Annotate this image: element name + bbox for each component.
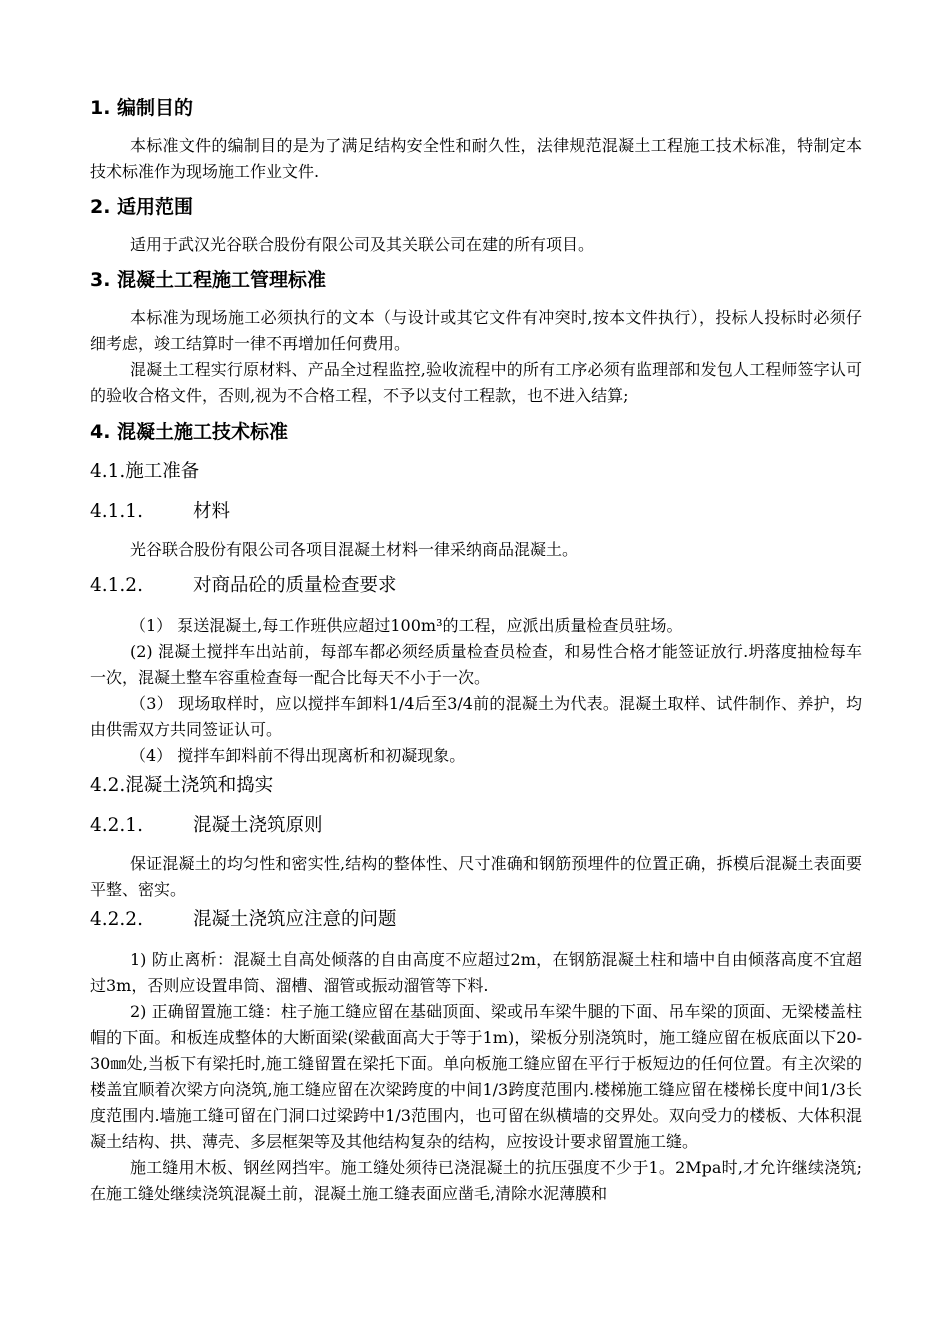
section-4-2-1-title: 混凝土浇筑原则 [193, 815, 323, 836]
section-4-2-1-paragraph: 保证混凝土的均匀性和密实性,结构的整体性、尺寸准确和钢筋预埋件的位置正确，拆模后混凝土表面要平整、密实。 [90, 854, 862, 899]
section-4-2-2-paragraph-1: 1) 防止离析：混凝土自高处倾落的自由高度不应超过2m，在钢筋混凝土柱和墙中自由倾落高度不宜超过3m，否则应设置串筒、溜槽、溜管或振动溜管等下料. [90, 950, 862, 995]
section-4-1-1-number: 4.1.1. [90, 501, 143, 522]
section-4-1-1-heading [90, 497, 862, 527]
section-1-paragraph: 本标准文件的编制目的是为了满足结构安全性和耐久性，法律规范混凝土工程施工技术标准，特制定本技术标准作为现场施工作业文件. [90, 136, 862, 181]
section-2-paragraph: 适用于武汉光谷联合股份有限公司及其关联公司在建的所有项目。 [130, 235, 595, 254]
section-4-2-heading: 4.2.混凝土浇筑和捣实 [90, 775, 274, 796]
section-3-paragraph-2: 混凝土工程实行原材料、产品全过程监控,验收流程中的所有工序必须有监理部和发包人工程师签字认可的验收合格文件，否则,视为不合格工程，不予以支付工程款，也不进入结算; [90, 360, 862, 405]
section-4-2-1-heading [90, 811, 862, 841]
document-page [90, 93, 862, 1207]
section-4-2-2-number: 4.2.2. [90, 909, 143, 930]
section-4-1-2-heading [90, 571, 862, 601]
section-1-heading: 1. 编制目的 [90, 97, 194, 119]
section-4-1-heading: 4.1.施工准备 [90, 461, 200, 482]
section-2-heading: 2. 适用范围 [90, 196, 194, 218]
section-4-2-1-number: 4.2.1. [90, 815, 143, 836]
section-4-1-2-item-2: (2) 混凝土搅拌车出站前，每部车都必须经质量检查员检查，和易性合格才能签证放行.坍落度抽检每车一次，混凝土整车容重检查每一配合比每天不小于一次。 [90, 642, 862, 687]
section-4-1-2-item-4: （4） 搅拌车卸料前不得出现离析和初凝现象。 [130, 746, 466, 765]
section-4-2-2-paragraph-2: 2) 正确留置施工缝：柱子施工缝应留在基础顶面、梁或吊车梁牛腿的下面、吊车梁的顶面、无梁楼盖柱帽的下面。和板连成整体的大断面梁(梁截面高大于等于1m)，梁板分别浇筑时，施工缝应留在板底面以下20-30㎜处,当板下有梁托时,施工缝留置在梁托下面。单向板施工缝应留在平行于板短边的任何位置。有主次梁的楼盖宜顺着次梁方向浇筑,施工缝应留在次梁跨度的中间1/3跨度范围内.楼梯施工缝应留在楼梯长度中间1/3长度范围内.墙施工缝可留在门洞口过梁跨中1/3范围内，也可留在纵横墙的交界处。双向受力的楼板、大体积混凝土结构、拱、薄壳、多层框架等及其他结构复杂的结构，应按设计要求留置施工缝。 [90, 1002, 862, 1151]
section-4-heading: 4. 混凝土施工技术标准 [90, 421, 289, 443]
section-4-1-1-paragraph: 光谷联合股份有限公司各项目混凝土材料一律采纳商品混凝土。 [130, 540, 579, 559]
section-3-heading: 3. 混凝土工程施工管理标准 [90, 269, 327, 291]
section-4-2-2-paragraph-3: 施工缝用木板、钢丝网挡牢。施工缝处须待已浇混凝土的抗压强度不少于1。2Mpa时,才允许继续浇筑;在施工缝处继续浇筑混凝土前，混凝土施工缝表面应凿毛,清除水泥薄膜和 [90, 1158, 862, 1203]
section-4-1-2-item-1: （1） 泵送混凝土,每工作班供应超过100m³的工程，应派出质量检查员驻场。 [130, 616, 683, 635]
section-4-1-2-item-3: （3） 现场取样时，应以搅拌车卸料1/4后至3/4前的混凝土为代表。混凝土取样、试件制作、养护，均由供需双方共同签证认可。 [90, 694, 862, 739]
section-4-1-2-title: 对商品砼的质量检查要求 [193, 575, 397, 596]
section-4-1-1-title: 材料 [193, 501, 231, 522]
section-4-2-2-heading [90, 905, 862, 935]
section-4-1-2-number: 4.1.2. [90, 575, 143, 596]
section-3-paragraph-1: 本标准为现场施工必须执行的文本（与设计或其它文件有冲突时,按本文件执行），投标人投标时必须仔细考虑，竣工结算时一律不再增加任何费用。 [90, 308, 862, 353]
section-4-2-2-title: 混凝土浇筑应注意的问题 [193, 909, 397, 930]
